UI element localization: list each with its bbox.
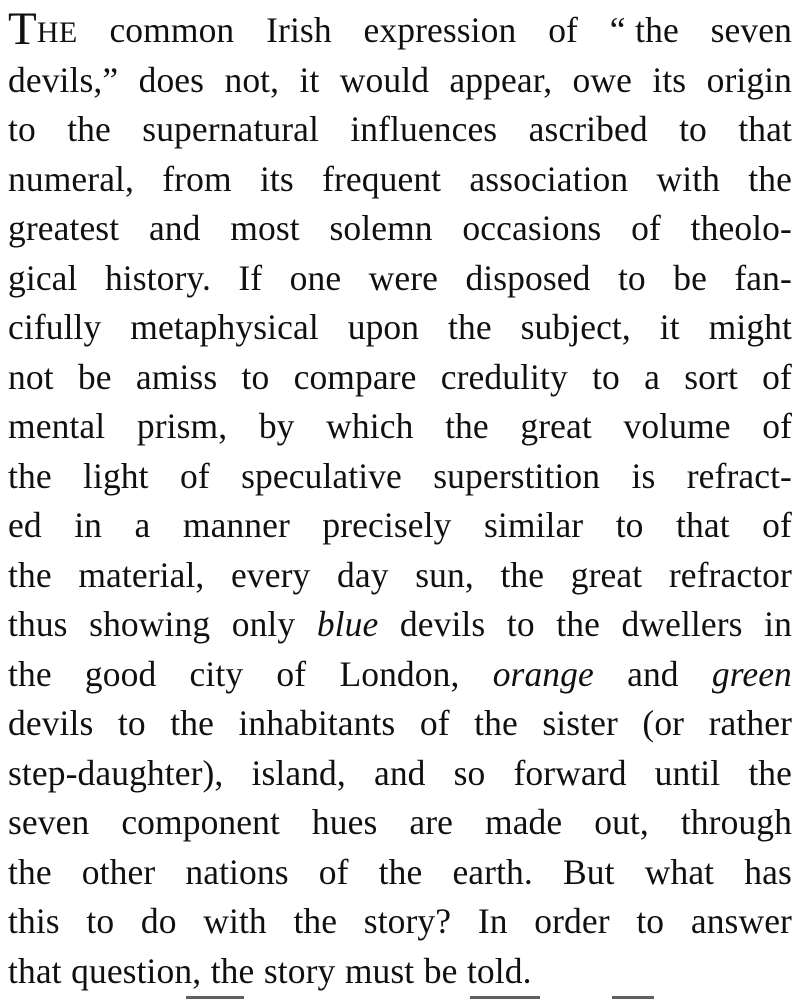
word: the [8, 455, 52, 496]
text-line [8, 204, 792, 254]
text-line [8, 600, 792, 650]
word: If [238, 257, 263, 298]
word: story [263, 950, 336, 991]
word: hues [311, 802, 378, 842]
word: numeral, [8, 158, 134, 199]
word: in [74, 505, 103, 545]
word: in [764, 604, 792, 644]
word: the [500, 554, 545, 595]
word: devils [8, 703, 94, 743]
word: upon [347, 307, 420, 347]
word: a [644, 356, 661, 397]
word: ascribed [528, 109, 648, 149]
word: to [86, 901, 115, 941]
text-line [8, 452, 792, 502]
word: story? [363, 901, 452, 941]
word: were [368, 257, 439, 298]
word: out, [594, 802, 649, 842]
word: through [680, 802, 792, 842]
word: “ the [609, 10, 679, 50]
word: But [563, 851, 615, 892]
text-line [8, 3, 792, 56]
word: manner [182, 505, 290, 545]
word: sister [542, 703, 618, 743]
word: do [140, 901, 177, 941]
word: that [676, 505, 730, 545]
word: that [738, 109, 792, 149]
word: city [189, 653, 244, 694]
word: greatest [8, 208, 120, 248]
word: day [337, 554, 389, 595]
word: to [615, 505, 644, 545]
word: great [520, 406, 592, 446]
word: be [77, 356, 112, 397]
word: the [448, 307, 492, 347]
word: one [289, 257, 342, 298]
word: that [8, 950, 62, 991]
word: every [231, 554, 311, 595]
word: devils,” [8, 59, 119, 100]
word: solemn [329, 208, 433, 248]
word: dwellers [621, 604, 743, 644]
word: be [673, 257, 707, 298]
word: it [659, 307, 680, 347]
word: to [506, 604, 535, 644]
word: what [644, 851, 715, 892]
word: similar [483, 505, 584, 545]
word: refract- [686, 455, 792, 496]
word: of [762, 406, 792, 446]
word: sun, [415, 554, 474, 595]
word: component [121, 802, 280, 842]
word-italic: blue [316, 604, 379, 644]
word: ed [8, 505, 42, 545]
word: (or [642, 703, 685, 743]
text-line [8, 155, 792, 205]
word: occasions [462, 208, 602, 248]
text-line [8, 848, 792, 898]
text-line [8, 56, 792, 106]
word: devils [399, 604, 486, 644]
word: made [484, 802, 563, 842]
word: fan- [734, 257, 792, 298]
word: nations [185, 851, 289, 892]
word: mental [8, 406, 106, 446]
word: seven [710, 10, 792, 50]
word: by [258, 406, 295, 446]
paragraph-dropcap [8, 3, 78, 56]
word: volume [623, 406, 731, 446]
word: inhabitants [238, 703, 396, 743]
word: might [708, 307, 792, 347]
word-italic: green [711, 653, 792, 694]
word: of [631, 208, 661, 248]
word: In [477, 901, 508, 941]
word: of [419, 703, 450, 743]
word: common [109, 10, 235, 50]
word: the [293, 901, 338, 941]
word: good [84, 653, 157, 694]
word: sort [684, 356, 738, 397]
word: other [81, 851, 156, 892]
word: most [230, 208, 300, 248]
word: to [241, 356, 270, 397]
word: until [654, 752, 721, 793]
word: which [326, 406, 414, 446]
word: told. [466, 950, 532, 991]
word-italic: orange [492, 653, 594, 694]
word: cifully [8, 307, 102, 347]
word: metaphysical [130, 307, 319, 347]
word: refractor [668, 554, 792, 595]
word: not, [224, 59, 280, 100]
text-line [8, 353, 792, 403]
word: to [117, 703, 146, 743]
word: and [627, 653, 679, 694]
word: order [534, 901, 610, 941]
word: influences [350, 109, 498, 149]
word: the [8, 851, 52, 892]
word: the [474, 703, 518, 743]
word: of [318, 851, 349, 892]
word: to [617, 257, 646, 298]
text-line [8, 551, 792, 601]
word: great [570, 554, 643, 595]
word: frequent [322, 158, 442, 199]
word: the [210, 950, 255, 991]
word: step-daughter), [8, 752, 224, 793]
word: of [276, 653, 307, 694]
word: thus [8, 604, 68, 644]
word: forward [513, 752, 627, 793]
word: of [762, 356, 792, 397]
word: its [652, 59, 687, 100]
word: showing [89, 604, 211, 644]
word: supernatural [142, 109, 319, 149]
word: light [83, 455, 149, 496]
word: its [259, 158, 294, 199]
word: not [8, 356, 54, 397]
word: the [8, 554, 52, 595]
text-line [8, 798, 792, 848]
word: the [445, 406, 489, 446]
word: island, [251, 752, 346, 793]
word: of [762, 505, 792, 545]
edge-mark [470, 996, 540, 999]
text-line [8, 749, 792, 799]
word: gical [8, 257, 78, 298]
word: seven [8, 802, 90, 842]
word: question, [71, 950, 202, 991]
word: from [162, 158, 232, 199]
word: compare [293, 356, 417, 397]
text-line [8, 254, 792, 304]
word: history. [104, 257, 211, 298]
word: amiss [135, 356, 218, 397]
text-line [8, 650, 792, 700]
word: Irish [266, 10, 332, 50]
word: is [631, 455, 656, 496]
text-line [8, 303, 792, 353]
word: with [203, 901, 267, 941]
word: would [339, 59, 430, 100]
word: and [373, 752, 426, 793]
word: must [344, 950, 415, 991]
word: it [299, 59, 320, 100]
word: the [67, 109, 111, 149]
word: the [378, 851, 423, 892]
word: so [453, 752, 486, 793]
word: speculative [241, 455, 402, 496]
edge-mark [186, 996, 244, 999]
word: to [592, 356, 620, 397]
word: theolo- [690, 208, 792, 248]
word: rather [708, 703, 792, 743]
word: origin [706, 59, 792, 100]
word: does [138, 59, 205, 100]
word: with [656, 158, 721, 199]
word: to [8, 109, 36, 149]
text-line [8, 105, 792, 155]
word: material, [78, 554, 205, 595]
text-line [8, 699, 792, 749]
word: subject, [520, 307, 631, 347]
word: prism, [136, 406, 228, 446]
dropcap-smallcaps: HE [36, 16, 78, 49]
word: appear, [449, 59, 553, 100]
word: answer [690, 901, 792, 941]
word: and [148, 208, 201, 248]
word: to [679, 109, 707, 149]
word: of [548, 10, 578, 50]
word: the [748, 752, 792, 793]
word: this [8, 901, 60, 941]
word: to [636, 901, 665, 941]
word: only [231, 604, 296, 644]
word: superstition [433, 455, 601, 496]
page-edge-marks [0, 985, 800, 1001]
word: credulity [440, 356, 568, 397]
edge-mark [612, 996, 654, 999]
text-line [8, 402, 792, 452]
word: precisely [322, 505, 452, 545]
word: has [744, 851, 792, 892]
word: London, [339, 653, 460, 694]
word: the [8, 653, 52, 694]
word: earth. [452, 851, 533, 892]
word: the [556, 604, 600, 644]
word: of [179, 455, 210, 496]
word: disposed [465, 257, 591, 298]
word: be [423, 950, 458, 991]
word: the [748, 158, 792, 199]
text-line [8, 501, 792, 551]
dropcap-letter-t: T [8, 3, 37, 55]
text-line [8, 897, 792, 947]
word: the [170, 703, 214, 743]
word: a [134, 505, 151, 545]
page-body-text [8, 3, 792, 996]
word: owe [572, 59, 632, 100]
word: are [409, 802, 454, 842]
word: association [469, 158, 629, 199]
word: expression [363, 10, 517, 50]
